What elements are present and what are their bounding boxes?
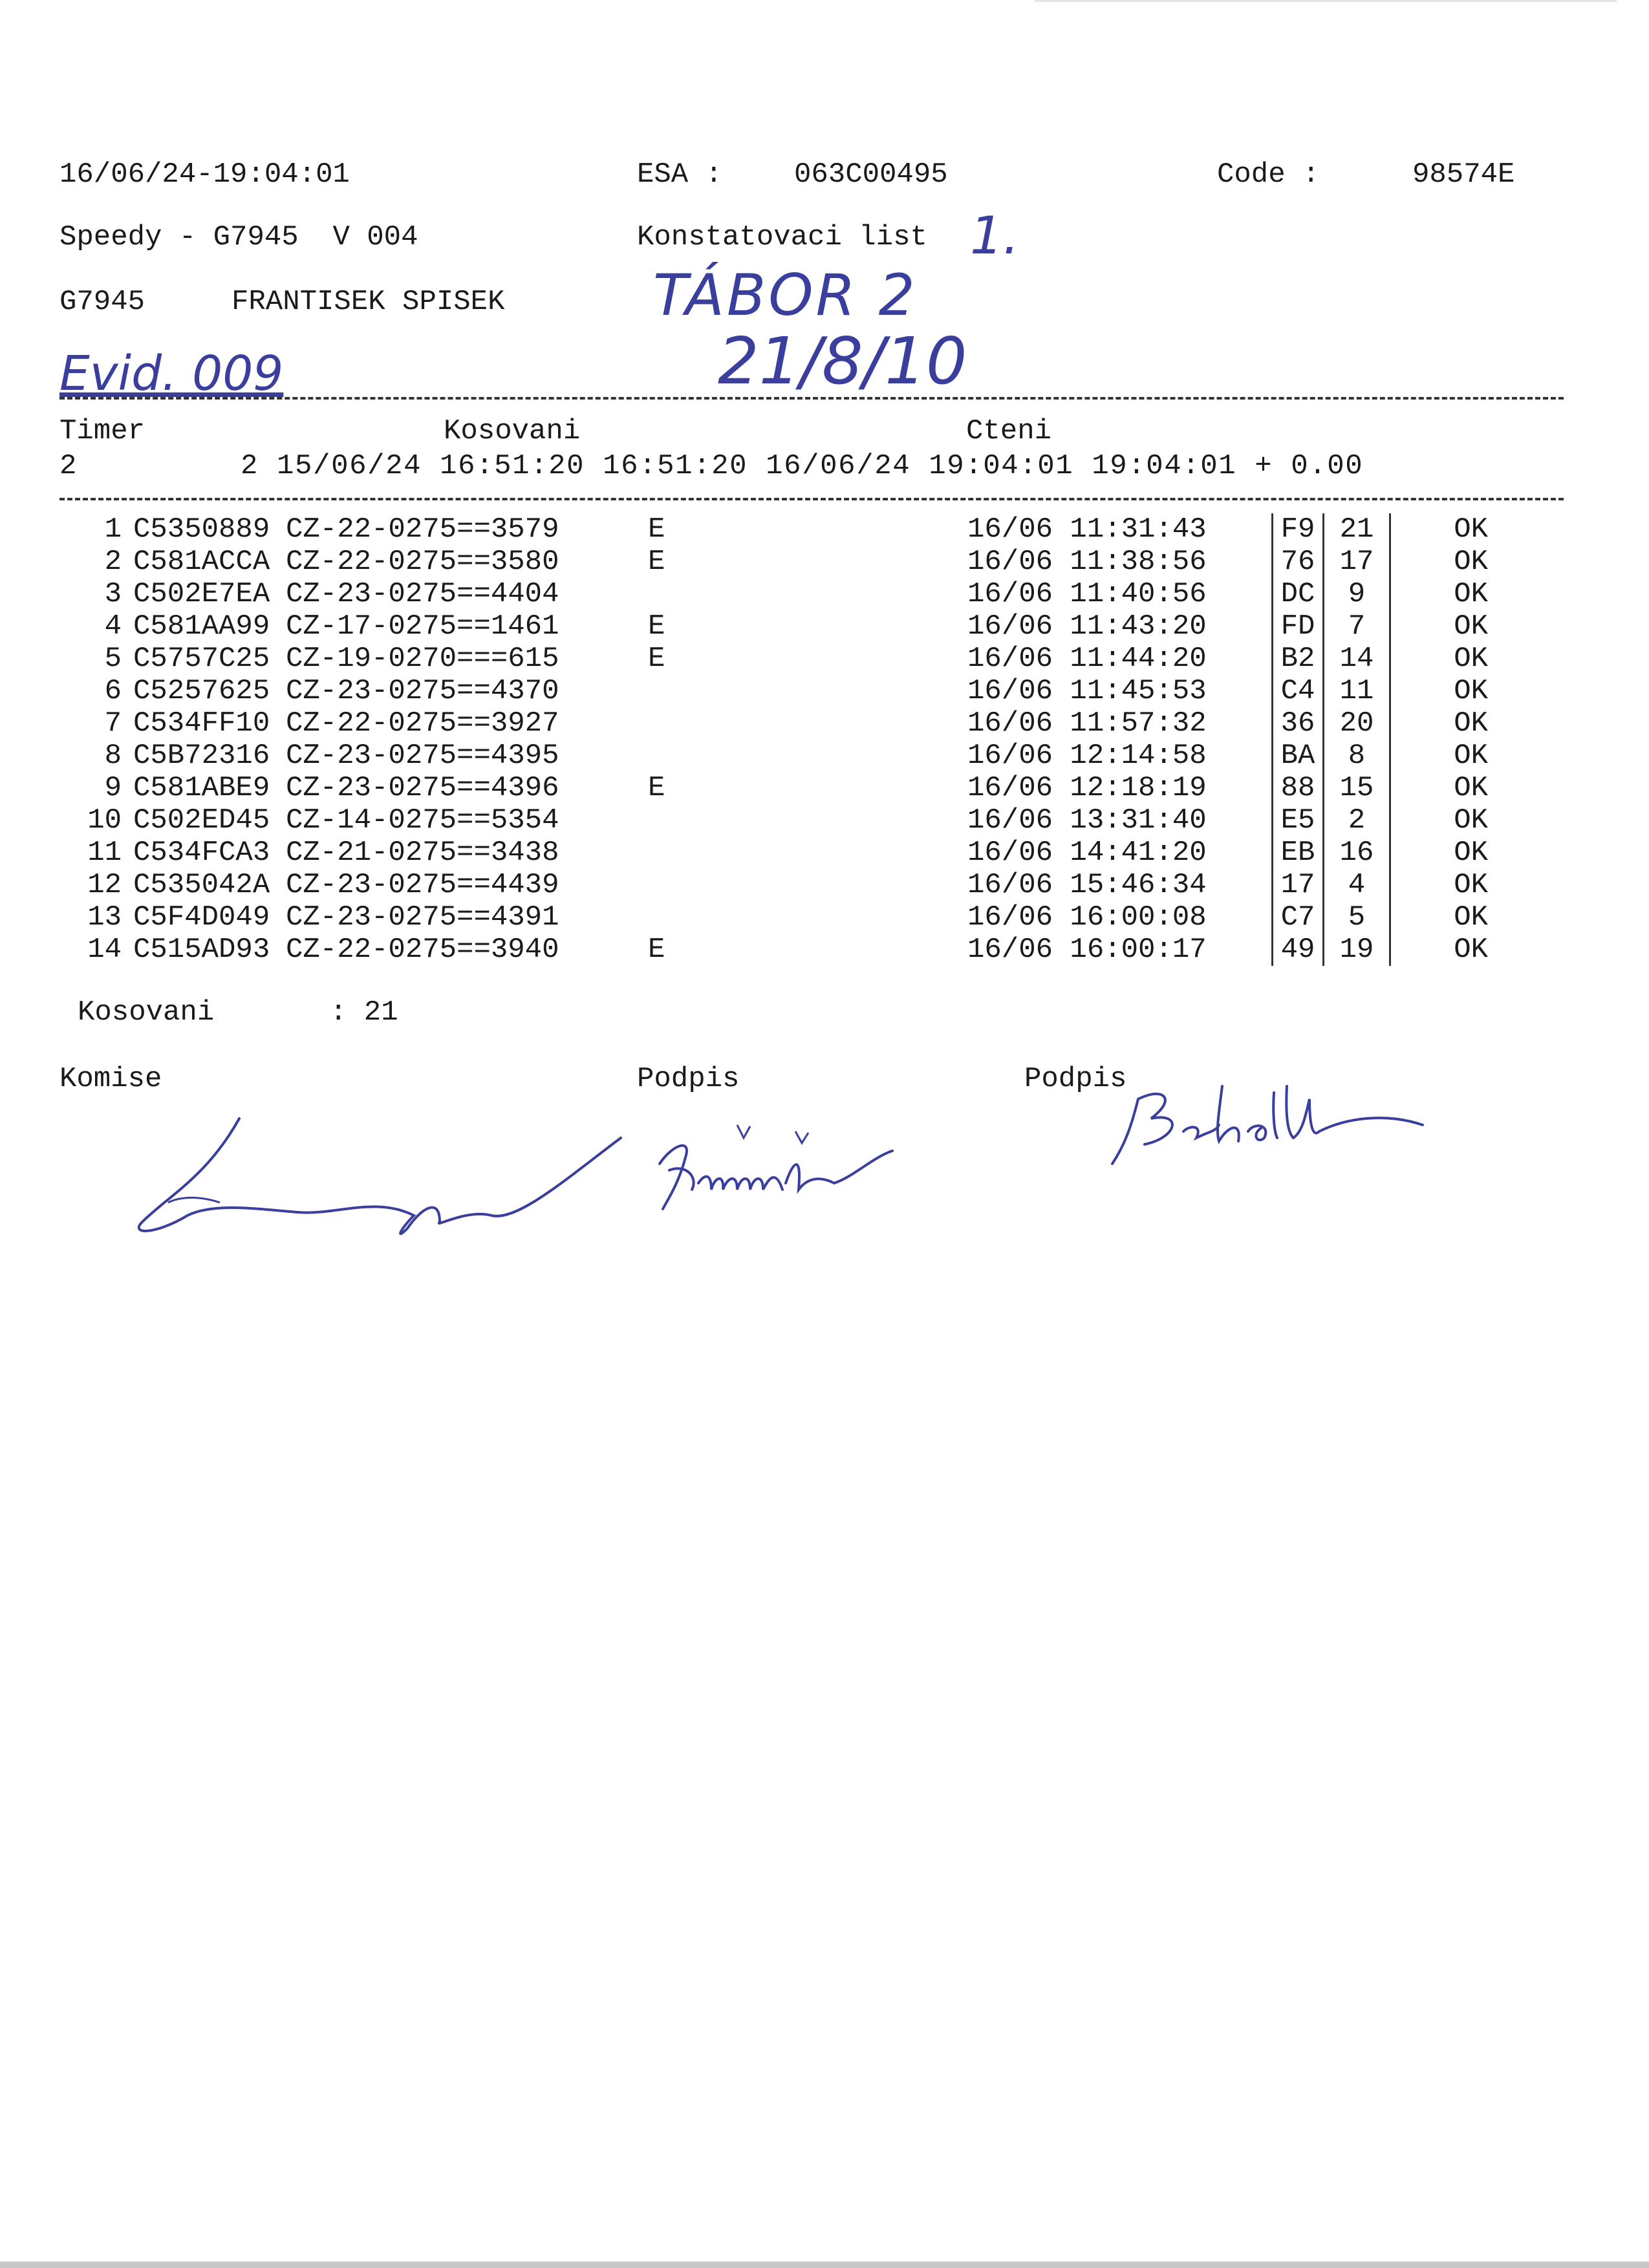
hex-code: 17 bbox=[1273, 869, 1324, 901]
summary-label: Kosovani bbox=[78, 996, 215, 1029]
e-flag: E bbox=[648, 546, 665, 578]
cteni-label: Cteni bbox=[966, 415, 1052, 447]
status: OK bbox=[1454, 643, 1488, 675]
podpis-label-2: Podpis bbox=[1024, 1063, 1127, 1095]
status: OK bbox=[1454, 740, 1488, 772]
status: OK bbox=[1454, 804, 1488, 837]
ring-chip-id: C5257625 bbox=[133, 675, 270, 707]
row-number: 1 bbox=[104, 513, 122, 546]
row-number: 3 bbox=[104, 578, 122, 610]
handwritten-evid-number: Evid. 009 bbox=[59, 346, 284, 401]
row-number: 5 bbox=[104, 643, 122, 675]
status: OK bbox=[1454, 675, 1488, 707]
table-row bbox=[59, 675, 1488, 707]
ring-number: CZ-22-0275==3579 bbox=[286, 513, 559, 546]
row-spacer bbox=[674, 772, 967, 804]
status: OK bbox=[1454, 837, 1488, 869]
e-flag: E bbox=[648, 772, 665, 804]
kosovani-label: Kosovani bbox=[444, 415, 581, 447]
ring-chip-id: C534FCA3 bbox=[133, 837, 270, 869]
hex-code: BA bbox=[1273, 740, 1324, 772]
print-datetime: 16/06/24-19:04:01 bbox=[59, 158, 350, 191]
status: OK bbox=[1454, 869, 1488, 901]
e-flag: E bbox=[648, 934, 665, 966]
row-number: 4 bbox=[104, 610, 122, 643]
ring-chip-id: C502ED45 bbox=[133, 804, 270, 837]
row-spacer bbox=[674, 740, 967, 772]
ring-chip-id: C534FF10 bbox=[133, 707, 270, 740]
ring-number: CZ-23-0275==4395 bbox=[286, 740, 559, 772]
order-number: 21 bbox=[1324, 513, 1390, 546]
hex-code: EB bbox=[1273, 837, 1324, 869]
order-number: 15 bbox=[1324, 772, 1390, 804]
signature-podpis-2 bbox=[1099, 1060, 1449, 1177]
ring-number: CZ-21-0275==3438 bbox=[286, 837, 559, 869]
order-number: 14 bbox=[1324, 643, 1390, 675]
row-spacer bbox=[674, 546, 967, 578]
row-number: 9 bbox=[104, 772, 122, 804]
row-spacer bbox=[674, 901, 967, 934]
summary-value: : 21 bbox=[330, 996, 398, 1029]
row-number: 2 bbox=[104, 546, 122, 578]
hex-code: DC bbox=[1273, 578, 1324, 610]
owner-id: G7945 bbox=[59, 286, 146, 318]
row-spacer bbox=[674, 934, 967, 966]
hex-code: E5 bbox=[1273, 804, 1324, 837]
ring-chip-id: C5F4D049 bbox=[133, 901, 270, 934]
table-row bbox=[59, 934, 1488, 966]
ring-number: CZ-23-0275==4396 bbox=[286, 772, 559, 804]
arrival-time: 16/06 11:44:20 bbox=[967, 643, 1207, 675]
row-spacer bbox=[674, 513, 967, 546]
e-flag bbox=[648, 901, 674, 934]
hex-code: 49 bbox=[1273, 934, 1324, 966]
row-spacer bbox=[674, 804, 967, 837]
e-flag bbox=[648, 837, 674, 869]
table-row bbox=[59, 740, 1488, 772]
row-number: 8 bbox=[104, 740, 122, 772]
arrival-time: 16/06 16:00:08 bbox=[967, 901, 1207, 934]
arrival-time: 16/06 14:41:20 bbox=[967, 837, 1207, 869]
order-number: 9 bbox=[1324, 578, 1390, 610]
e-flag bbox=[648, 740, 674, 772]
arrival-time: 16/06 13:31:40 bbox=[967, 804, 1207, 837]
row-number: 6 bbox=[104, 675, 122, 707]
ring-number: CZ-23-0275==4370 bbox=[286, 675, 559, 707]
timer-label: Timer bbox=[59, 415, 146, 447]
status: OK bbox=[1454, 578, 1488, 610]
timer-line: 2 2 15/06/24 16:51:20 16:51:20 16/06/24 19:04:01 19:04:01 + 0.00 bbox=[59, 450, 1364, 482]
scan-bottom-edge bbox=[0, 2262, 1649, 2268]
status: OK bbox=[1454, 513, 1488, 546]
order-number: 4 bbox=[1324, 869, 1390, 901]
scan-edge bbox=[1035, 0, 1617, 2]
order-number: 7 bbox=[1324, 610, 1390, 643]
order-number: 16 bbox=[1324, 837, 1390, 869]
table-row bbox=[59, 643, 1488, 675]
arrival-time: 16/06 12:14:58 bbox=[967, 740, 1207, 772]
arrival-time: 16/06 11:38:56 bbox=[967, 546, 1207, 578]
row-spacer bbox=[674, 869, 967, 901]
row-number: 13 bbox=[87, 901, 122, 934]
handwritten-date: 21/8/10 bbox=[718, 323, 967, 399]
arrival-time: 16/06 11:45:53 bbox=[967, 675, 1207, 707]
table-row bbox=[59, 901, 1488, 934]
status: OK bbox=[1454, 546, 1488, 578]
hex-code: 76 bbox=[1273, 546, 1324, 578]
signature-podpis-1 bbox=[647, 1112, 931, 1228]
ring-chip-id: C581AA99 bbox=[133, 610, 270, 643]
row-number: 14 bbox=[87, 934, 122, 966]
row-spacer bbox=[674, 610, 967, 643]
ring-number: CZ-23-0275==4391 bbox=[286, 901, 559, 934]
arrival-time: 16/06 11:43:20 bbox=[967, 610, 1207, 643]
document-title: Konstatovaci list bbox=[637, 221, 927, 253]
e-flag bbox=[648, 804, 674, 837]
status: OK bbox=[1454, 707, 1488, 740]
table-row bbox=[59, 772, 1488, 804]
ring-number: CZ-23-0275==4404 bbox=[286, 578, 559, 610]
hex-code: B2 bbox=[1273, 643, 1324, 675]
code-label: Code : bbox=[1217, 158, 1320, 191]
table-row bbox=[59, 869, 1488, 901]
e-flag bbox=[648, 707, 674, 740]
e-flag bbox=[648, 675, 674, 707]
row-spacer bbox=[674, 707, 967, 740]
podpis-label-1: Podpis bbox=[637, 1063, 740, 1095]
ring-chip-id: C581ACCA bbox=[133, 546, 270, 578]
status: OK bbox=[1454, 901, 1488, 934]
status: OK bbox=[1454, 934, 1488, 966]
row-number: 10 bbox=[87, 804, 122, 837]
order-number: 2 bbox=[1324, 804, 1390, 837]
status: OK bbox=[1454, 772, 1488, 804]
row-number: 11 bbox=[87, 837, 122, 869]
table-row bbox=[59, 546, 1488, 578]
ring-chip-id: C515AD93 bbox=[133, 934, 270, 966]
order-number: 5 bbox=[1324, 901, 1390, 934]
row-spacer bbox=[674, 675, 967, 707]
ring-chip-id: C502E7EA bbox=[133, 578, 270, 610]
ring-number: CZ-22-0275==3927 bbox=[286, 707, 559, 740]
ring-chip-id: C5757C25 bbox=[133, 643, 270, 675]
row-spacer bbox=[674, 837, 967, 869]
table-row bbox=[59, 804, 1488, 837]
order-number: 11 bbox=[1324, 675, 1390, 707]
separator-bottom bbox=[59, 498, 1564, 503]
row-number: 12 bbox=[87, 869, 122, 901]
order-number: 20 bbox=[1324, 707, 1390, 740]
row-spacer bbox=[674, 578, 967, 610]
order-number: 8 bbox=[1324, 740, 1390, 772]
e-flag bbox=[648, 578, 674, 610]
signature-komise bbox=[129, 1099, 634, 1254]
table-row bbox=[59, 837, 1488, 869]
ring-number: CZ-23-0275==4439 bbox=[286, 869, 559, 901]
hex-code: 36 bbox=[1273, 707, 1324, 740]
e-flag: E bbox=[648, 610, 665, 643]
esa-label: ESA : bbox=[637, 158, 723, 191]
table-row bbox=[59, 610, 1488, 643]
order-number: 17 bbox=[1324, 546, 1390, 578]
ring-chip-id: C535042A bbox=[133, 869, 270, 901]
hex-code: FD bbox=[1273, 610, 1324, 643]
e-flag: E bbox=[648, 513, 665, 546]
ring-chip-id: C5350889 bbox=[133, 513, 270, 546]
hex-code: C7 bbox=[1273, 901, 1324, 934]
hex-code: 88 bbox=[1273, 772, 1324, 804]
komise-label: Komise bbox=[59, 1063, 162, 1095]
ring-chip-id: C5B72316 bbox=[133, 740, 270, 772]
code-value: 98574E bbox=[1412, 158, 1515, 191]
ring-number: CZ-17-0275==1461 bbox=[286, 610, 559, 643]
e-flag bbox=[648, 869, 674, 901]
arrival-time: 16/06 15:46:34 bbox=[967, 869, 1207, 901]
hex-code: F9 bbox=[1273, 513, 1324, 546]
ring-number: CZ-22-0275==3580 bbox=[286, 546, 559, 578]
handwritten-list-number: 1. bbox=[970, 206, 1020, 266]
arrival-time: 16/06 12:18:19 bbox=[967, 772, 1207, 804]
row-number: 7 bbox=[104, 707, 122, 740]
ring-number: CZ-14-0275==5354 bbox=[286, 804, 559, 837]
arrival-time: 16/06 11:31:43 bbox=[967, 513, 1207, 546]
handwritten-place: TÁBOR 2 bbox=[653, 262, 918, 328]
device-info: Speedy - G7945 V 004 bbox=[59, 221, 418, 253]
status: OK bbox=[1454, 610, 1488, 643]
hex-code: C4 bbox=[1273, 675, 1324, 707]
order-number: 19 bbox=[1324, 934, 1390, 966]
arrival-time: 16/06 11:57:32 bbox=[967, 707, 1207, 740]
arrival-time: 16/06 16:00:17 bbox=[967, 934, 1207, 966]
row-spacer bbox=[674, 643, 967, 675]
e-flag: E bbox=[648, 643, 665, 675]
results-table bbox=[59, 513, 1488, 966]
separator-top bbox=[59, 397, 1564, 402]
esa-value: 063C00495 bbox=[794, 158, 948, 191]
table-row bbox=[59, 707, 1488, 740]
ring-number: CZ-22-0275==3940 bbox=[286, 934, 559, 966]
ring-number: CZ-19-0270===615 bbox=[286, 643, 559, 675]
table-row bbox=[59, 513, 1488, 546]
arrival-time: 16/06 11:40:56 bbox=[967, 578, 1207, 610]
ring-chip-id: C581ABE9 bbox=[133, 772, 270, 804]
table-row bbox=[59, 578, 1488, 610]
owner-name: FRANTISEK SPISEK bbox=[232, 286, 505, 318]
